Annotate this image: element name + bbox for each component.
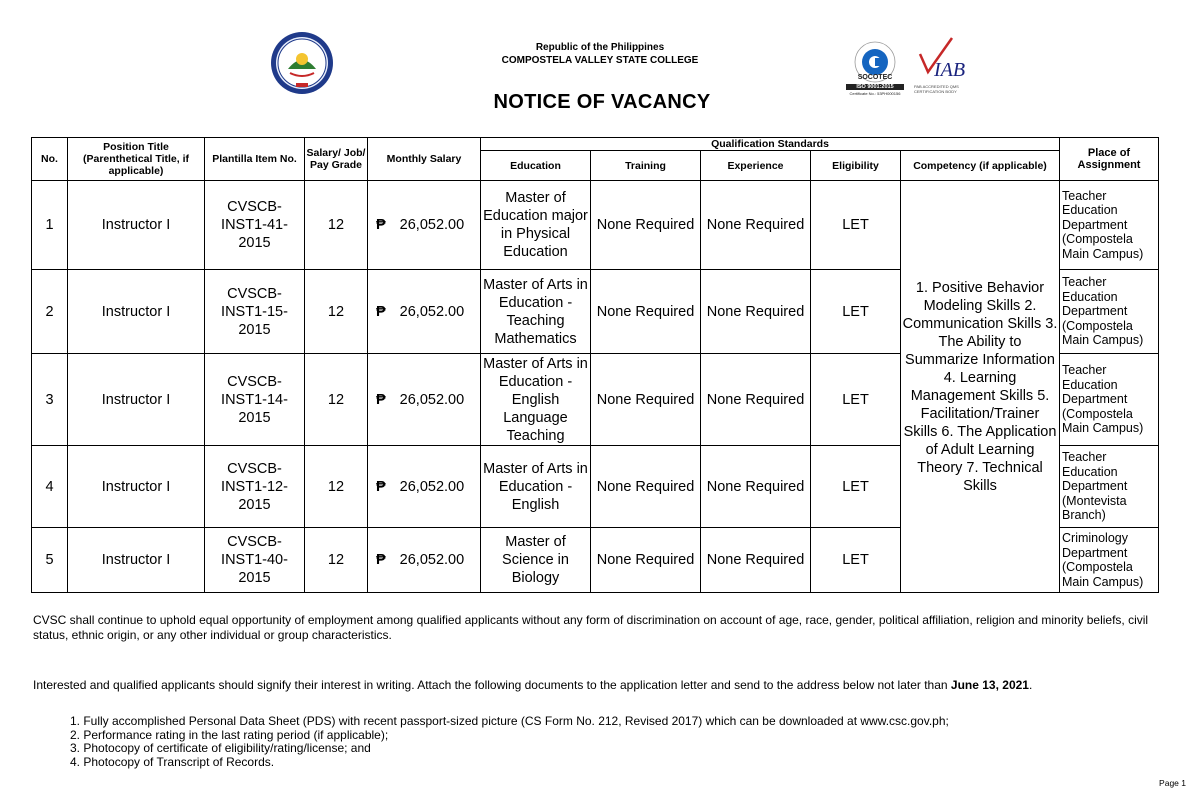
header-salary-grade: Salary/ Job/ Pay Grade <box>305 138 368 181</box>
header-education: Education <box>481 151 591 181</box>
list-item: 1. Fully accomplished Personal Data Sheet (PDS) with recent passport-sized picture (CS Form No. 212, Revised 2017) which can be downloaded at www.csc.gov.ph; <box>70 714 949 728</box>
cell-education: Master of Arts in Education - English <box>481 446 591 528</box>
cell-no: 1 <box>32 181 68 270</box>
iab-logo-text: IAB <box>934 59 966 80</box>
cell-training: None Required <box>591 528 701 593</box>
cell-education: Master of Science in Biology <box>481 528 591 593</box>
peso-symbol: ₱ <box>376 552 386 568</box>
header-no: No. <box>32 138 68 181</box>
header-training: Training <box>591 151 701 181</box>
college-name: COMPOSTELA VALLEY STATE COLLEGE <box>501 55 699 66</box>
cell-place: Criminology Department (Compostela Main Campus) <box>1060 528 1159 593</box>
cell-position: Instructor I <box>68 270 205 354</box>
cell-place: Teacher Education Department (Compostela Main Campus) <box>1060 354 1159 446</box>
cell-no: 2 <box>32 270 68 354</box>
list-item: 3. Photocopy of certificate of eligibility/rating/license; and <box>70 741 371 755</box>
cell-no: 4 <box>32 446 68 528</box>
cell-grade: 12 <box>305 181 368 270</box>
cell-eligibility: LET <box>811 528 901 593</box>
cell-place: Teacher Education Department (Montevista Branch) <box>1060 446 1159 528</box>
cell-plantilla: CVSCB-INST1-12-2015 <box>205 446 305 528</box>
cell-salary <box>368 446 481 528</box>
peso-symbol: ₱ <box>376 217 386 233</box>
cell-position: Instructor I <box>68 181 205 270</box>
instructions-text: Interested and qualified applicants should signify their interest in writing. Attach the following documents to the application letter and send to the address below not later than <box>33 678 948 692</box>
cell-plantilla: CVSCB-INST1-14-2015 <box>205 354 305 446</box>
cell-competency: 1. Positive Behavior Modeling Skills 2. Communication Skills 3. The Ability to Summarize Information 4. Learning Management Skills 5. Facilitation/Trainer Skills 6. The Application of Adult Learning Theory 7. Technical Skills <box>901 181 1060 593</box>
vacancy-table <box>31 137 1159 593</box>
cell-salary <box>368 181 481 270</box>
salary-value: 26,052.00 <box>399 217 465 233</box>
cell-education: Master of Education major in Physical Education <box>481 181 591 270</box>
cell-experience: None Required <box>701 354 811 446</box>
cell-education: Master of Arts in Education - English Language Teaching <box>481 354 591 446</box>
cell-training: None Required <box>591 270 701 354</box>
cell-eligibility: LET <box>811 181 901 270</box>
page-title: NOTICE OF VACANCY <box>493 91 711 113</box>
cell-experience: None Required <box>701 528 811 593</box>
header-competency: Competency (if applicable) <box>901 151 1060 181</box>
peso-symbol: ₱ <box>376 478 386 495</box>
cell-training: None Required <box>591 181 701 270</box>
header-place-of-assignment: Place of Assignment <box>1060 138 1159 181</box>
salary-value: 26,052.00 <box>399 478 465 495</box>
cell-plantilla: CVSCB-INST1-15-2015 <box>205 270 305 354</box>
header-position-title: Position Title (Parenthetical Title, if applicable) <box>68 138 205 181</box>
cell-place: Teacher Education Department (Compostela Main Campus) <box>1060 270 1159 354</box>
cell-experience: None Required <box>701 181 811 270</box>
header-plantilla: Plantilla Item No. <box>205 138 305 181</box>
accreditor-note: PAB ACCREDITED QMS CERTIFICATION BODY <box>914 84 959 94</box>
cell-no: 5 <box>32 528 68 593</box>
list-item: 4. Photocopy of Transcript of Records. <box>70 754 275 769</box>
salary-value: 26,052.00 <box>399 303 465 320</box>
header-experience: Experience <box>701 151 811 181</box>
socotec-name: SOCOTEC <box>857 74 893 81</box>
cell-grade: 12 <box>305 446 368 528</box>
cell-education: Master of Arts in Education - Teaching Mathematics <box>481 270 591 354</box>
cell-eligibility: LET <box>811 354 901 446</box>
cell-grade: 12 <box>305 354 368 446</box>
cell-salary <box>368 270 481 354</box>
header-qualification-standards: Qualification Standards <box>481 138 1060 151</box>
header-monthly-salary: Monthly Salary <box>368 138 481 181</box>
cell-position: Instructor I <box>68 354 205 446</box>
cell-grade: 12 <box>305 270 368 354</box>
required-documents-list <box>70 715 949 769</box>
iab-accreditation-logo <box>914 36 972 80</box>
equal-opportunity-statement: CVSC shall continue to uphold equal opportunity of employment among qualified applicants without any form of discrimination on account of age, race, gender, political affiliation, religion and minority beliefs, civil status, ethnic origin, or any other individual or group characteristics. <box>33 613 1149 642</box>
deadline-date: June 13, 2021 <box>950 678 1029 692</box>
cell-training: None Required <box>591 354 701 446</box>
cell-plantilla: CVSCB-INST1-40-2015 <box>205 528 305 593</box>
cell-position: Instructor I <box>68 528 205 593</box>
cell-plantilla: CVSCB-INST1-41-2015 <box>205 181 305 270</box>
table-row <box>32 181 1159 270</box>
cell-eligibility: LET <box>811 270 901 354</box>
salary-value: 26,052.00 <box>399 552 465 568</box>
certificate-number: Certificate No.: 53PH000156 <box>849 91 901 96</box>
peso-symbol: ₱ <box>376 303 386 320</box>
salary-value: 26,052.00 <box>399 391 465 408</box>
cell-position: Instructor I <box>68 446 205 528</box>
iso-label: ISO 9001:2015 <box>846 84 904 90</box>
list-item: 2. Performance rating in the last rating period (if applicable); <box>70 727 389 742</box>
page-number: Page 1 <box>1159 778 1186 788</box>
cell-experience: None Required <box>701 446 811 528</box>
cell-salary <box>368 528 481 593</box>
peso-symbol: ₱ <box>376 391 386 408</box>
application-instructions <box>33 678 1163 693</box>
college-seal-logo <box>270 31 334 95</box>
cell-training: None Required <box>591 446 701 528</box>
cell-salary <box>368 354 481 446</box>
header-eligibility: Eligibility <box>811 151 901 181</box>
cell-experience: None Required <box>701 270 811 354</box>
cell-no: 3 <box>32 354 68 446</box>
cell-place: Teacher Education Department (Compostela Main Campus) <box>1060 181 1159 270</box>
republic-heading: Republic of the Philippines <box>535 42 665 53</box>
instructions-end: . <box>1028 678 1033 692</box>
cell-eligibility: LET <box>811 446 901 528</box>
cell-grade: 12 <box>305 528 368 593</box>
